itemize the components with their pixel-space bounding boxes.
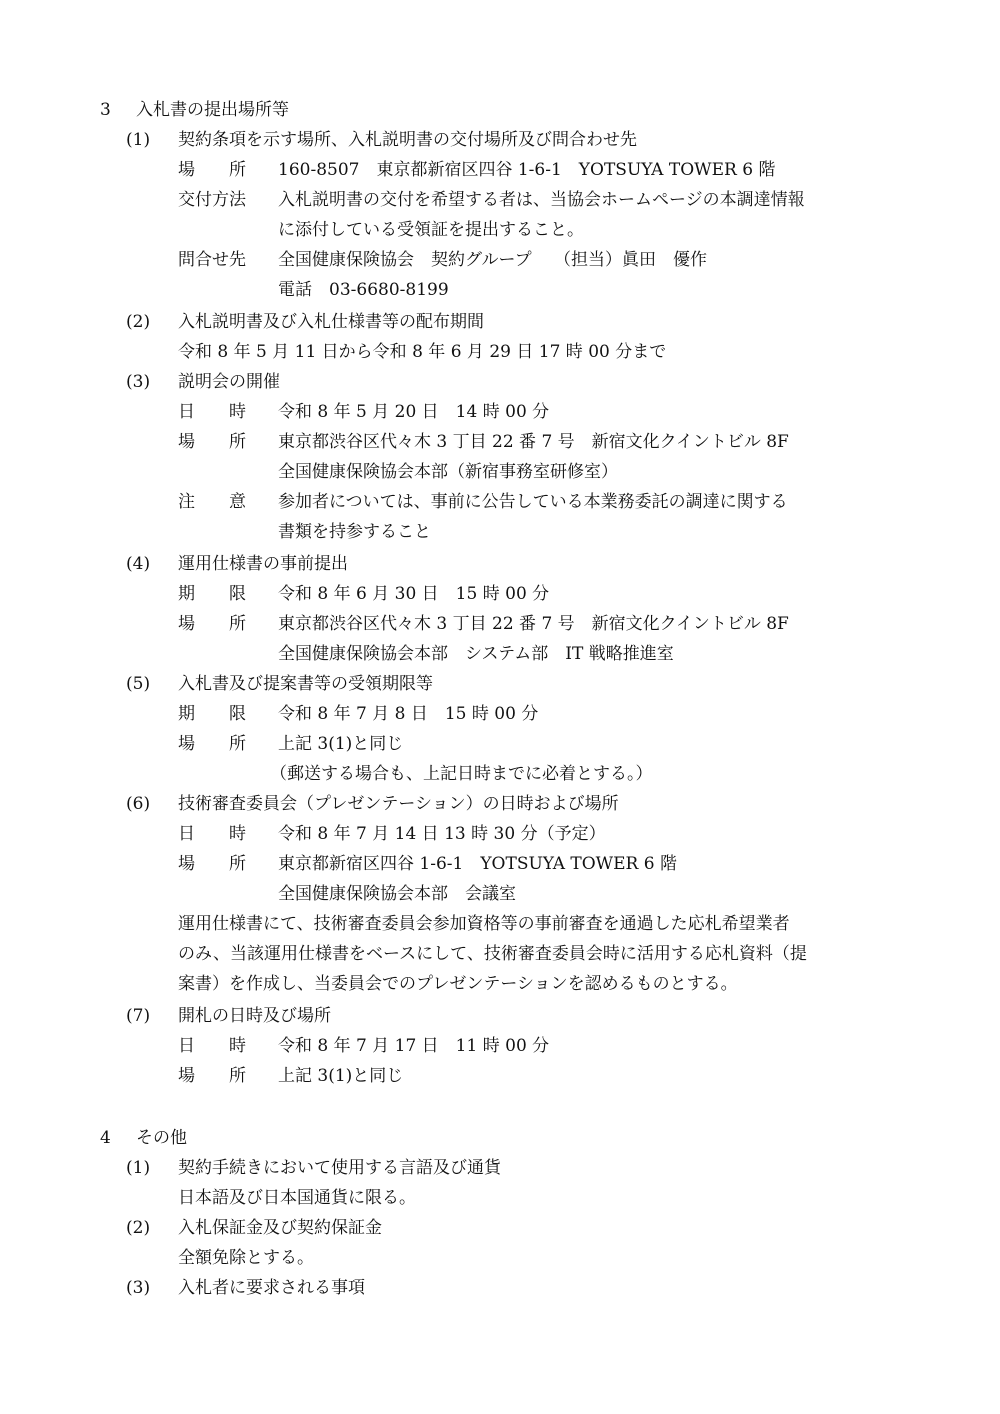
item-title: 運用仕様書の事前提出 (178, 554, 348, 574)
item-text: 全額免除とする。 (178, 1248, 314, 1268)
field-label: 場 所 (178, 432, 246, 452)
field-row-date (178, 1034, 549, 1058)
field-value: 東京都渋谷区代々木 3 丁目 22 番 7 号 新宿文化クイントビル 8F (278, 614, 789, 634)
field-label: 注 意 (178, 492, 246, 512)
section-3-heading (100, 98, 289, 122)
field-label: 問合せ先 (178, 250, 246, 270)
item-3-7-heading (126, 1004, 331, 1028)
item-text: 日本語及び日本国通貨に限る。 (178, 1188, 416, 1208)
section-title: 入札書の提出場所等 (136, 100, 289, 120)
field-row-date (178, 822, 606, 846)
field-value: 入札説明書の交付を希望する者は、当協会ホームページの本調達情報 (278, 190, 805, 210)
item-number: (1) (126, 1158, 151, 1178)
field-row-contact (178, 248, 707, 272)
phone-number: 電話 03-6680-8199 (278, 280, 449, 300)
field-label: 場 所 (178, 1066, 246, 1086)
item-number: (5) (126, 674, 151, 694)
item-3-1-heading (126, 128, 637, 152)
field-label: 交付方法 (178, 190, 246, 210)
paragraph-line: 運用仕様書にて、技術審査委員会参加資格等の事前審査を通過した応札希望業者 (178, 914, 790, 934)
item-title: 契約手続きにおいて使用する言語及び通貨 (178, 1158, 501, 1178)
field-value-continued: に添付している受領証を提出すること。 (278, 220, 584, 240)
item-number: (7) (126, 1006, 151, 1026)
field-value: 160-8507 東京都新宿区四谷 1-6-1 YOTSUYA TOWER 6 階 (278, 160, 776, 180)
field-value: 令和 8 年 5 月 20 日 14 時 00 分 (278, 402, 550, 422)
item-3-6-heading (126, 792, 619, 816)
item-title: 入札説明書及び入札仕様書等の配布期間 (178, 312, 484, 332)
item-3-2-heading (126, 310, 484, 334)
field-row-place (178, 158, 775, 182)
field-row-deadline (178, 582, 549, 606)
item-number: (2) (126, 1218, 151, 1238)
mail-note: （郵送する場合も、上記日時までに必着とする。） (270, 764, 653, 784)
field-row-date (178, 400, 549, 424)
field-label: 日 時 (178, 1036, 246, 1056)
field-value-continued: 全国健康保険協会本部（新宿事務室研修室） (278, 462, 618, 482)
item-title: 技術審査委員会（プレゼンテーション）の日時および場所 (178, 794, 619, 814)
item-3-4-heading (126, 552, 348, 576)
field-row-place (178, 1064, 403, 1088)
field-label: 日 時 (178, 824, 246, 844)
item-number: (4) (126, 554, 151, 574)
item-number: (2) (126, 312, 151, 332)
field-value: 令和 8 年 6 月 30 日 15 時 00 分 (278, 584, 550, 604)
item-3-3-heading (126, 370, 280, 394)
field-row-deadline (178, 702, 538, 726)
field-value: 全国健康保険協会 契約グループ （担当）眞田 優作 (278, 250, 708, 270)
field-row-place (178, 732, 403, 756)
field-row-note (178, 490, 788, 514)
item-4-2-heading (126, 1216, 382, 1240)
item-title: 説明会の開催 (178, 372, 280, 392)
field-value: 上記 3(1)と同じ (278, 734, 404, 754)
field-label: 場 所 (178, 614, 246, 634)
item-title: 開札の日時及び場所 (178, 1006, 331, 1026)
item-title: 入札保証金及び契約保証金 (178, 1218, 382, 1238)
field-row-place (178, 430, 789, 454)
field-value-continued: 全国健康保険協会本部 会議室 (278, 884, 516, 904)
field-label: 期 限 (178, 704, 246, 724)
field-label: 場 所 (178, 160, 246, 180)
field-row-place (178, 852, 677, 876)
field-value: 参加者については、事前に公告している本業務委託の調達に関する (278, 492, 788, 512)
field-row-place (178, 612, 789, 636)
field-value: 令和 8 年 7 月 14 日 13 時 30 分（予定） (278, 824, 606, 844)
field-value: 令和 8 年 7 月 17 日 11 時 00 分 (278, 1036, 550, 1056)
paragraph-line: のみ、当該運用仕様書をベースにして、技術審査委員会時に活用する応札資料（提 (178, 944, 807, 964)
distribution-period: 令和 8 年 5 月 11 日から令和 8 年 6 月 29 日 17 時 00 分まで (178, 342, 667, 362)
field-label: 場 所 (178, 734, 246, 754)
item-title: 入札者に要求される事項 (178, 1278, 365, 1298)
item-title: 契約条項を示す場所、入札説明書の交付場所及び問合わせ先 (178, 130, 637, 150)
field-label: 期 限 (178, 584, 246, 604)
paragraph-line: 案書）を作成し、当委員会でのプレゼンテーションを認めるものとする。 (178, 974, 738, 994)
field-value-continued: 全国健康保険協会本部 システム部 IT 戦略推進室 (278, 644, 674, 664)
field-value: 令和 8 年 7 月 8 日 15 時 00 分 (278, 704, 539, 724)
field-value: 東京都渋谷区代々木 3 丁目 22 番 7 号 新宿文化クイントビル 8F (278, 432, 789, 452)
item-number: (3) (126, 1278, 151, 1298)
item-number: (6) (126, 794, 151, 814)
field-value-continued: 書類を持参すること (278, 522, 431, 542)
section-title: その他 (136, 1128, 187, 1148)
item-3-5-heading (126, 672, 433, 696)
field-value: 東京都新宿区四谷 1-6-1 YOTSUYA TOWER 6 階 (278, 854, 677, 874)
field-value: 上記 3(1)と同じ (278, 1066, 404, 1086)
section-number: 4 (100, 1128, 111, 1148)
item-title: 入札書及び提案書等の受領期限等 (178, 674, 433, 694)
field-label: 場 所 (178, 854, 246, 874)
item-4-1-heading (126, 1156, 501, 1180)
field-label: 日 時 (178, 402, 246, 422)
item-number: (3) (126, 372, 151, 392)
item-4-3-heading (126, 1276, 365, 1300)
field-row-method (178, 188, 805, 212)
section-4-heading (100, 1126, 187, 1150)
item-number: (1) (126, 130, 151, 150)
section-number: 3 (100, 100, 111, 120)
